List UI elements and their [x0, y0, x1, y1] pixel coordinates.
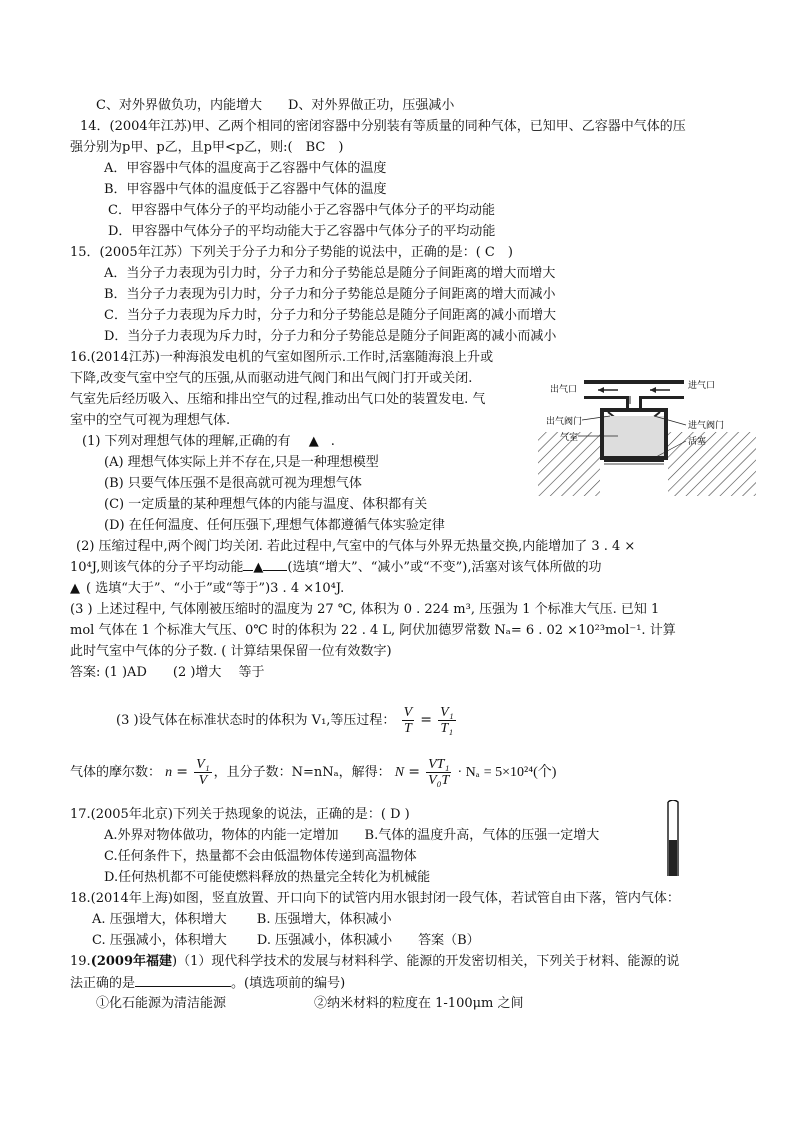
q16-option-b: (B) 只要气体压强不是很高就可视为理想气体 — [104, 476, 362, 491]
result-na: · Nₐ — [457, 765, 480, 780]
label-inlet-valve: 进气阀门 — [688, 420, 725, 430]
q16-part2-cont2 — [70, 580, 344, 598]
q15-stem: 15．(2005年江苏）下列关于分子力和分子势能的说法中，正确的是：( C ) — [70, 245, 513, 260]
q16-part1 — [82, 433, 335, 451]
frac2-v1: V₁ — [196, 757, 210, 772]
q14-option-c: C．甲容器中气体分子的平均动能小于乙容器中气体分子的平均动能 — [108, 203, 495, 218]
q16-answer-3-text: (3 )设气体在标准状态时的体积为 V₁,等压过程： — [116, 713, 396, 728]
q16-part2-text-a: 10⁴J,则该气体的分子平均动能 — [70, 560, 244, 575]
q16-part2-text-b: (选填“增大”、“减小”或“不变”),活塞对该气体所做的功 — [287, 560, 602, 575]
q16-answer: 答案: (1 )AD (2 )增大 等于 — [70, 665, 265, 680]
q19-stem-cont — [70, 974, 345, 993]
q18-options-ab: A. 压强增大，体积增大 B. 压强增大，体积减小 — [92, 912, 392, 927]
q16-stem-1: 16.(2014江苏)一种海浪发电机的气室如图所示.工作时,活塞随海浪上升或 — [70, 350, 494, 365]
q18-options-cd: C. 压强减小，体积增大 D. 压强减小，体积减小 答案（B） — [92, 933, 480, 948]
q19-number: 19. — [70, 954, 91, 969]
frac-v1: V₁ — [440, 705, 454, 720]
q15-option-a: A．当分子力表现为引力时，分子力和分子势能总是随分子间距离的增大而增大 — [104, 266, 556, 281]
q19-text: )（1）现代科学技术的发展与材料科学、能源的开发密切相关，下列关于材料、能源的说 — [172, 954, 680, 969]
q19-text-c: 。(填选项前的编号) — [231, 976, 346, 991]
q15-option-b: B．当分子力表现为引力时，分子力和分子势能总是随分子间距离的增大而减小 — [104, 287, 556, 302]
q16-part3-cont2: 此时气室中气体的分子数. ( 计算结果保留一位有效数字) — [70, 644, 392, 659]
q14-option-b: B．甲容器中气体的温度低于乙容器中气体的温度 — [104, 182, 387, 197]
q16-stem-3: 气室先后经历吸入、压缩和排出空气的过程,推动出气口处的装置发电. 气 — [70, 392, 486, 407]
q19-option-1: ①化石能源为清洁能源 — [96, 996, 227, 1011]
frac-t: T — [403, 721, 412, 736]
q17-options-ab: A.外界对物体做功，物体的内能一定增加 B.气体的温度升高，气体的压强一定增大 — [104, 828, 600, 843]
q15-option-d: D．当分子力表现为斥力时，分子力和分子势能总是随分子间距离的减小而减小 — [104, 329, 557, 344]
frac-v: V — [403, 705, 413, 720]
q19-stem — [70, 953, 679, 971]
answer-marker: ▲ — [70, 581, 80, 596]
q16-stem-2: 下降,改变气室中空气的压强,从而驱动进气阀门和出气阀门打开或关闭. — [70, 371, 473, 386]
air-chamber-diagram — [538, 372, 756, 496]
answer-blank — [135, 974, 231, 987]
q18-stem: 18.(2014年上海)如图，竖直放置、开口向下的试管内用水银封闭一段气体，若试管自由下落，管内气体： — [70, 891, 680, 906]
moles-text-b: ，且分子数：N=nNₐ，解得： — [213, 765, 391, 780]
q16-part2: (2) 压缩过程中,两个阀门均关闭. 若此过程中,气室中的气体与外界无热量交换,内能增加了 3 . 4 × — [76, 539, 636, 554]
q16-part3-cont: mol 气体在 1 个标准大气压、0℃ 时的体积为 22 . 4 L, 阿伏加德罗常数 Nₐ= 6 . 02 ×10²³mol⁻¹. 计算 — [70, 623, 676, 638]
q16-stem-4: 室中的空气可视为理想气体. — [70, 413, 231, 428]
q14-option-a: A．甲容器中气体的温度高于乙容器中气体的温度 — [104, 161, 387, 176]
frac2-v: V — [198, 773, 208, 788]
q19-source: (2009年福建 — [90, 954, 173, 969]
q14-option-d: D．甲容器中气体分子的平均动能大于乙容器中气体分子的平均动能 — [108, 224, 496, 239]
q16-part2-cont — [70, 559, 602, 577]
q17-option-c: C.任何条件下，热量都不会由低温物体传递到高温物体 — [104, 849, 417, 864]
q19-option-2: ②纳米材料的粒度在 1-100μm 之间 — [314, 996, 524, 1011]
frac3-v0t: V₀T — [428, 773, 450, 788]
test-tube-diagram — [663, 800, 683, 878]
q16-answer-moles: 气体的摩尔数： n = $\frac{\text{V₁}}{V}$ ，且分子数：N=nNₐ，解得： N = $\frac{\text{VT₁}}{\text{V₀T}}$ · Nₐ = 5×10²⁴(个) — [70, 757, 557, 788]
q16-part2-text-c: ( 选填“大于”、“小于”或“等于”)3 . 4 ×10⁴J. — [86, 581, 345, 596]
q16-option-c: (C) 一定质量的某种理想气体的内能与温度、体积都有关 — [104, 497, 428, 512]
answer-marker: ▲ — [308, 434, 319, 449]
var-n: n — [165, 765, 173, 780]
result-value: = 5×10²⁴(个) — [483, 765, 557, 780]
var-N: N — [394, 765, 405, 780]
q17-stem: 17.(2005年北京)下列关于热现象的说法，正确的是：( D ) — [70, 807, 410, 822]
q16-part3: (3 ) 上述过程中, 气体刚被压缩时的温度为 27 ℃, 体积为 0 . 224 m³, 压强为 1 个标准大气压. 已知 1 — [70, 602, 660, 617]
q16-part1-text: (1) 下列对理想气体的理解,正确的有 — [82, 434, 291, 449]
q17-option-d: D.任何热机都不可能使燃料释放的热量完全转化为机械能 — [104, 870, 431, 885]
label-inlet: 进气口 — [688, 380, 716, 390]
frac-t1: T₁ — [440, 721, 454, 736]
q14-stem-cont: 强分别为p甲、p乙，且p甲<p乙，则:( BC ) — [70, 140, 344, 155]
label-piston: 活塞 — [688, 436, 707, 446]
q19-text-b: 法正确的是 — [70, 976, 136, 991]
label-outlet: 出气口 — [550, 384, 578, 394]
frac3-vt1: VT₁ — [428, 757, 450, 772]
label-outlet-valve: 出气阀门 — [546, 416, 583, 426]
q13-options-cd: C、对外界做负功，内能增大 D、对外界做正功，压强减小 — [96, 98, 455, 113]
q16-option-a: (A) 理想气体实际上并不存在,只是一种理想模型 — [104, 455, 379, 470]
moles-text: 气体的摩尔数： — [70, 765, 162, 780]
label-chamber: 气室 — [560, 432, 579, 442]
q16-answer-3: (3 )设气体在标准状态时的体积为 V₁,等压过程： $\frac{V}{T}$ = $\frac{\text{V₁}}{\text{T₁}}$ — [116, 705, 454, 736]
q15-option-c: C．当分子力表现为斥力时，分子力和分子势能总是随分子间距离的减小而增大 — [104, 308, 556, 323]
q16-part1-end: . — [330, 434, 335, 449]
q16-option-d: (D) 在任何温度、任何压强下,理想气体都遵循气体实验定律 — [104, 518, 445, 533]
answer-marker: ▲ — [253, 560, 264, 575]
q14-stem: 14．(2004年江苏)甲、乙两个相同的密闭容器中分别装有等质量的同种气体，已知甲、乙容器中气体的压 — [80, 119, 686, 134]
